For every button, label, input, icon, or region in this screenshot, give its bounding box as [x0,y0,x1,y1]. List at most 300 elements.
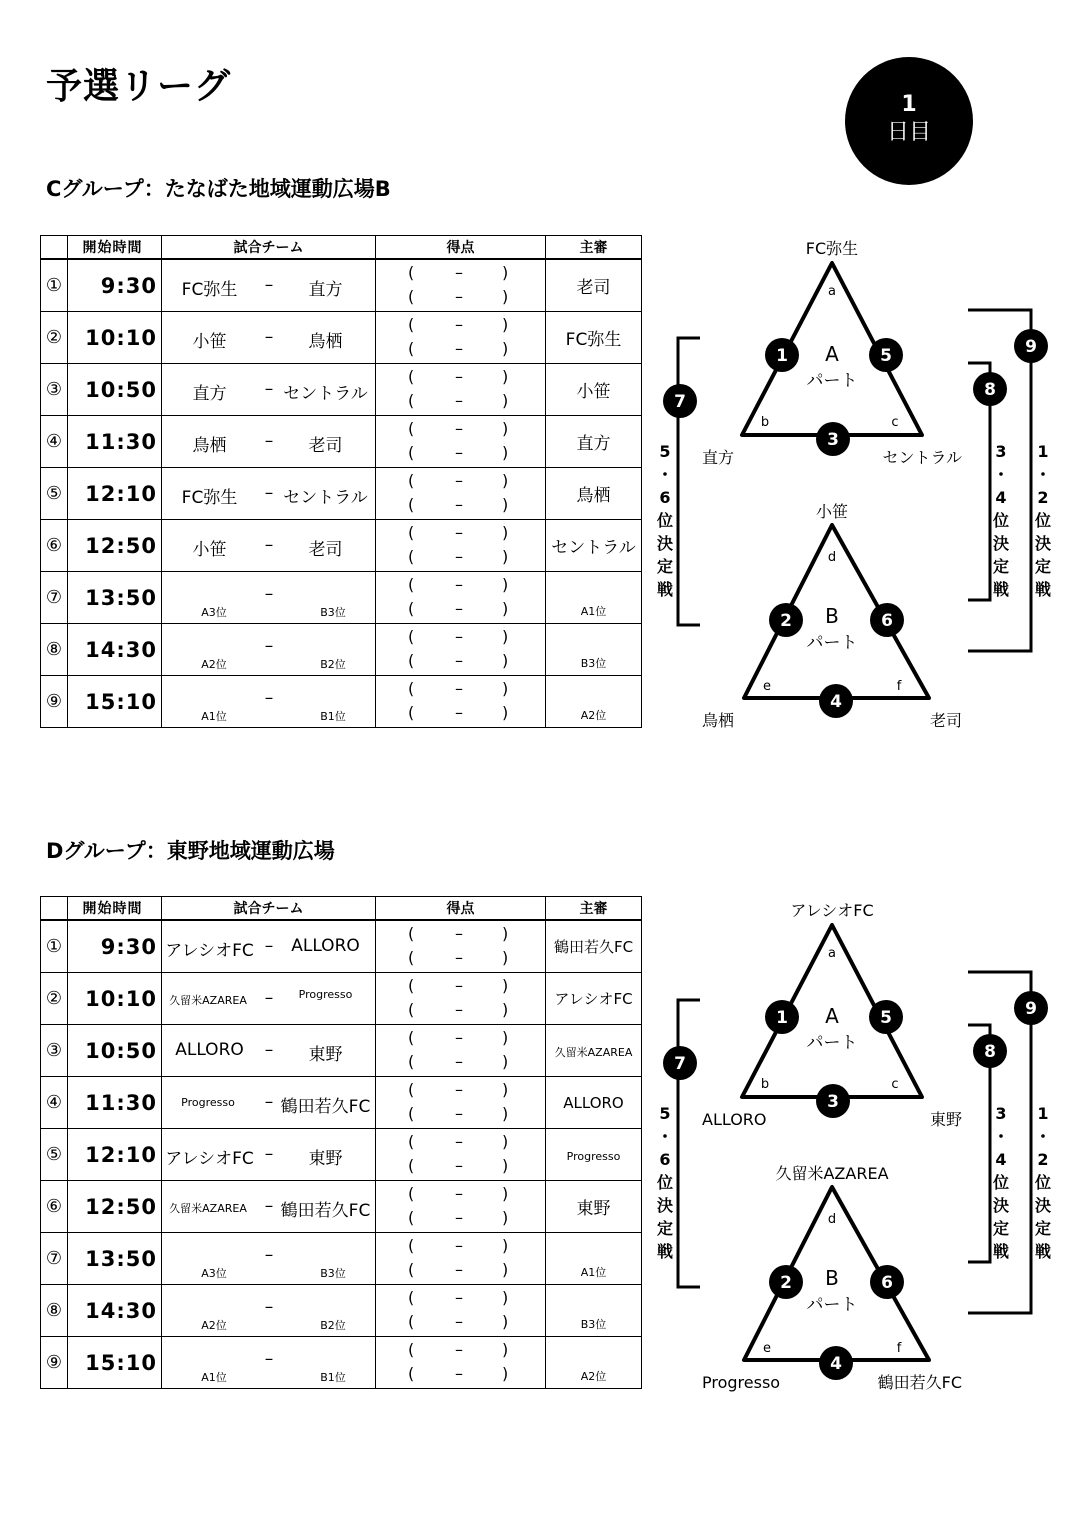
referee-cell [546,624,642,676]
vs-dash: – [264,636,274,656]
score-close-paren: ) [502,443,509,462]
match-row [41,364,642,416]
part-b-left-team: Progresso [702,1373,781,1392]
score-cell [376,520,546,572]
match-row [41,520,642,572]
referee-placeholder: A2位 [580,708,607,722]
score-cell [376,1337,546,1389]
team1-placeholder: A1位 [201,710,227,723]
score-line [376,339,545,359]
score-dash: – [455,1104,463,1123]
score-open-paren: ( [408,924,415,943]
bracket-3-4-label: ・ [992,465,1010,484]
bracket-3-4-label: 位 [992,1173,1010,1192]
team1-name: Progresso [181,1096,235,1109]
vs-dash: – [264,327,274,347]
score-open-paren: ( [408,547,415,566]
score-cell [376,1025,546,1077]
day-badge [845,57,973,185]
score-line [376,651,545,671]
team2-name: 鶴田若久FC [280,1097,371,1117]
day-number: 1 [901,92,917,117]
referee-placeholder: A1位 [580,1265,607,1279]
score-dash: – [455,1080,463,1099]
bracket-5-6 [678,338,700,625]
bracket-1-2-label: 1 [1037,442,1049,461]
score-cell [376,364,546,416]
score-line [376,471,545,491]
score-cell [376,973,546,1025]
bracket-1-2-label: 位 [1034,1173,1052,1192]
score-close-paren: ) [502,1080,509,1099]
bracket-1-2-label: 決 [1034,534,1052,553]
vs-dash: – [264,1349,274,1369]
bracket-5-6-label: ・ [656,1127,674,1146]
bracket-3-4-label: 定 [992,557,1010,576]
score-close-paren: ) [502,1288,509,1307]
score-dash: – [455,924,463,943]
score-close-paren: ) [502,315,509,334]
part-b-left-team: 鳥栖 [702,711,735,730]
corner-c: c [891,415,899,430]
match-time: 15:10 [68,1337,162,1389]
referee-cell [546,1233,642,1285]
score-close-paren: ) [502,1052,509,1071]
team1-name: アレシオFC [165,1149,254,1169]
score-cell [376,1233,546,1285]
team2-placeholder: B2位 [320,1319,346,1332]
match-number-label: 6 [881,1273,893,1293]
bracket-5-6-label: 位 [656,511,674,530]
referee-name: 鶴田若久FC [553,938,634,956]
bracket-1-2-label: ・ [1034,1127,1052,1146]
match-row [41,676,642,728]
score-dash: – [455,523,463,542]
score-open-paren: ( [408,1312,415,1331]
match-teams [162,468,376,520]
referee-name: 小笹 [576,382,611,402]
score-dash: – [455,976,463,995]
bracket-5-6-label: 位 [656,1173,674,1192]
score-open-paren: ( [408,1184,415,1203]
team2-name: ALLORO [291,936,360,956]
team1-name: 久留米AZAREA [169,1202,247,1215]
score-line [376,976,545,996]
score-open-paren: ( [408,1260,415,1279]
header-referee: 主審 [546,897,642,921]
score-line [376,391,545,411]
corner-b: b [760,415,770,430]
score-close-paren: ) [502,1260,509,1279]
corner-b: b [760,1077,770,1092]
score-open-paren: ( [408,1132,415,1151]
score-dash: – [455,679,463,698]
referee-name: FC弥生 [565,330,622,350]
part-b-letter: B [825,1266,839,1290]
score-cell [376,468,546,520]
score-cell [376,676,546,728]
vs-dash: – [264,1245,274,1265]
score-close-paren: ) [502,547,509,566]
score-close-paren: ) [502,924,509,943]
match-row [41,1077,642,1129]
bracket-3-4-label: 戦 [992,1242,1010,1261]
score-open-paren: ( [408,651,415,670]
referee-name: 老司 [576,278,611,298]
vs-dash: – [264,936,274,956]
match-row [41,1337,642,1389]
score-open-paren: ( [408,471,415,490]
header-score: 得点 [376,897,546,921]
bracket-5-6 [678,1000,700,1287]
part-a-right-team: 東野 [929,1110,962,1129]
corner-e: e [763,679,771,694]
header-teams: 試合チーム [162,236,376,260]
referee-cell [546,1285,642,1337]
match-time: 14:30 [68,1285,162,1337]
match-teams [162,624,376,676]
score-line [376,575,545,595]
group-d-title: Dグループ：東野地域運動広場 [46,839,335,863]
match-number: ⑤ [41,1129,68,1181]
score-open-paren: ( [408,703,415,722]
match-number-label: 2 [780,1273,792,1293]
score-close-paren: ) [502,1312,509,1331]
match-row [41,1129,642,1181]
score-open-paren: ( [408,523,415,542]
bracket-1-2-label: ・ [1034,465,1052,484]
match-number: ① [41,920,68,973]
part-a-left-team: 直方 [702,448,735,467]
match-number-label: 9 [1025,999,1037,1019]
score-dash: – [455,1000,463,1019]
corner-a: a [828,946,836,961]
score-close-paren: ) [502,523,509,542]
match-number-label: 8 [984,380,996,400]
part-a-right-team: セントラル [882,448,962,467]
match-teams [162,920,376,973]
referee-name: 直方 [576,434,611,454]
score-line [376,443,545,463]
score-line [376,1236,545,1256]
score-close-paren: ) [502,1000,509,1019]
vs-dash: – [264,688,274,708]
score-close-paren: ) [502,1156,509,1175]
score-close-paren: ) [502,1340,509,1359]
referee-name: Progresso [566,1149,621,1163]
match-number: ⑥ [41,1181,68,1233]
score-dash: – [455,1364,463,1383]
referee-placeholder: A2位 [580,1369,607,1383]
score-dash: – [455,703,463,722]
match-row [41,920,642,973]
team2-name: 鶴田若久FC [280,1201,371,1221]
match-teams [162,973,376,1025]
bracket-5-6-label: 決 [656,1196,674,1215]
score-dash: – [455,599,463,618]
team2-name: 老司 [308,436,343,456]
score-line [376,547,545,567]
team2-name: 東野 [308,1149,343,1169]
referee-cell [546,364,642,416]
match-number: ⑨ [41,1337,68,1389]
bracket-1-2-label: 定 [1034,557,1052,576]
match-row [41,572,642,624]
score-line [376,924,545,944]
part-b-right-team: 老司 [929,711,962,730]
score-close-paren: ) [502,575,509,594]
match-row [41,259,642,312]
score-close-paren: ) [502,627,509,646]
match-teams [162,1285,376,1337]
score-close-paren: ) [502,651,509,670]
match-time: 10:50 [68,364,162,416]
bracket-1-2-label: 定 [1034,1219,1052,1238]
match-time: 11:30 [68,1077,162,1129]
score-open-paren: ( [408,391,415,410]
score-cell [376,920,546,973]
team1-placeholder: A1位 [201,1371,227,1384]
part-b-right-team: 鶴田若久FC [877,1373,962,1392]
match-time: 11:30 [68,416,162,468]
match-number: ③ [41,364,68,416]
score-dash: – [455,391,463,410]
part-a-letter: A [825,1004,839,1028]
bracket-1-2-label: 2 [1037,488,1049,507]
score-close-paren: ) [502,495,509,514]
referee-cell [546,1129,642,1181]
score-open-paren: ( [408,315,415,334]
bracket-1-2-label: 1 [1037,1104,1049,1123]
match-number-label: 7 [674,1054,686,1074]
part-a-letter: A [825,342,839,366]
match-number-label: 2 [780,611,792,631]
score-close-paren: ) [502,976,509,995]
bracket-3-4-label: 3 [995,1104,1007,1123]
vs-dash: – [264,1092,274,1112]
match-row [41,973,642,1025]
score-close-paren: ) [502,471,509,490]
group-d-bracket-diagram [640,897,1086,1417]
score-line [376,263,545,283]
team2-name: 東野 [308,1045,343,1065]
match-number: ⑥ [41,520,68,572]
match-number: ④ [41,1077,68,1129]
match-number: ⑤ [41,468,68,520]
score-dash: – [455,1236,463,1255]
bracket-1-2-label: 決 [1034,1196,1052,1215]
score-open-paren: ( [408,367,415,386]
team1-name: 鳥栖 [192,436,227,456]
match-row [41,1285,642,1337]
match-number-label: 1 [776,1008,788,1028]
score-dash: – [455,339,463,358]
score-line [376,599,545,619]
part-b-top-team: 小笹 [815,502,849,521]
team2-placeholder: B3位 [320,1267,346,1280]
team2-name: Progresso [298,988,353,1001]
referee-cell [546,416,642,468]
vs-dash: – [264,379,274,399]
referee-placeholder: B3位 [580,1317,607,1331]
header-row [41,236,642,260]
match-time: 12:10 [68,468,162,520]
score-line [376,1080,545,1100]
score-line [376,1000,545,1020]
score-line [376,679,545,699]
vs-dash: – [264,1040,274,1060]
match-row [41,416,642,468]
match-teams [162,1337,376,1389]
bracket-1-2-label: 戦 [1034,580,1052,599]
team1-placeholder: A3位 [201,606,227,619]
match-row [41,1181,642,1233]
match-time: 9:30 [68,920,162,973]
team2-name: 鳥栖 [308,332,343,352]
match-number-label: 3 [827,1092,839,1112]
score-line [376,1028,545,1048]
score-dash: – [455,1132,463,1151]
vs-dash: – [264,1297,274,1317]
referee-name: セントラル [551,538,636,558]
referee-cell [546,572,642,624]
header-no [41,236,68,260]
match-number: ⑦ [41,572,68,624]
referee-placeholder: A1位 [580,604,607,618]
team1-name: 小笹 [192,332,227,352]
vs-dash: – [264,275,274,295]
group-c-bracket-diagram [640,235,1086,755]
score-close-paren: ) [502,263,509,282]
part-b-label: パート [806,633,858,653]
referee-cell [546,520,642,572]
score-close-paren: ) [502,1104,509,1123]
score-line [376,1156,545,1176]
score-open-paren: ( [408,1156,415,1175]
score-dash: – [455,547,463,566]
bracket-3-4-label: 決 [992,1196,1010,1215]
bracket-1-2-label: 戦 [1034,1242,1052,1261]
score-dash: – [455,948,463,967]
score-line [376,1132,545,1152]
referee-name: アレシオFC [554,990,633,1008]
match-time: 15:10 [68,676,162,728]
team2-placeholder: B3位 [320,606,346,619]
corner-c: c [891,1077,899,1092]
score-close-paren: ) [502,1028,509,1047]
part-b-label: パート [806,1295,858,1315]
score-open-paren: ( [408,948,415,967]
score-line [376,419,545,439]
team1-name: FC弥生 [181,280,238,300]
score-cell [376,312,546,364]
match-row [41,1233,642,1285]
score-cell [376,1077,546,1129]
score-open-paren: ( [408,599,415,618]
score-dash: – [455,263,463,282]
match-teams [162,416,376,468]
bracket-5-6-label: 定 [656,557,674,576]
header-score: 得点 [376,236,546,260]
bracket-3-4-label: 4 [995,488,1007,507]
group-c-schedule-table [40,235,642,728]
match-number: ② [41,312,68,364]
match-number: ② [41,973,68,1025]
bracket-3-4-label: 定 [992,1219,1010,1238]
vs-dash: – [264,1144,274,1164]
score-close-paren: ) [502,287,509,306]
match-row [41,1025,642,1077]
score-open-paren: ( [408,339,415,358]
score-close-paren: ) [502,419,509,438]
score-cell [376,259,546,312]
bracket-5-6-label: 6 [659,488,671,507]
referee-cell [546,676,642,728]
score-line [376,1340,545,1360]
match-number-label: 9 [1025,337,1037,357]
header-row [41,897,642,921]
match-teams [162,312,376,364]
score-close-paren: ) [502,1208,509,1227]
score-dash: – [455,367,463,386]
score-close-paren: ) [502,1132,509,1151]
team2-placeholder: B2位 [320,658,346,671]
score-line [376,703,545,723]
referee-cell [546,1077,642,1129]
score-close-paren: ) [502,1184,509,1203]
page-title: 予選リーグ [46,66,232,107]
match-number-label: 6 [881,611,893,631]
team1-placeholder: A3位 [201,1267,227,1280]
score-dash: – [455,1260,463,1279]
score-open-paren: ( [408,1052,415,1071]
team2-placeholder: B1位 [320,710,346,723]
team2-name: 老司 [308,540,343,560]
part-a-label: パート [806,1033,858,1053]
corner-d: d [827,550,837,565]
match-number: ⑧ [41,624,68,676]
score-dash: – [455,315,463,334]
score-line [376,948,545,968]
part-a-top-team: アレシオFC [790,901,874,920]
score-dash: – [455,1028,463,1047]
bracket-5-6-label: 5 [659,442,671,461]
team1-placeholder: A2位 [201,658,227,671]
score-open-paren: ( [408,1236,415,1255]
bracket-5-6-label: 戦 [656,1242,674,1261]
score-cell [376,572,546,624]
day-label: 日目 [886,120,931,145]
score-line [376,1364,545,1384]
team1-placeholder: A2位 [201,1319,227,1332]
header-no [41,897,68,921]
score-line [376,1312,545,1332]
score-open-paren: ( [408,976,415,995]
score-close-paren: ) [502,948,509,967]
score-dash: – [455,443,463,462]
score-open-paren: ( [408,287,415,306]
score-close-paren: ) [502,599,509,618]
team2-name: セントラル [283,384,368,404]
score-line [376,1184,545,1204]
match-teams [162,1077,376,1129]
match-number-label: 4 [830,692,842,712]
score-line [376,1260,545,1280]
score-line [376,1208,545,1228]
bracket-5-6-label: 5 [659,1104,671,1123]
score-line [376,287,545,307]
vs-dash: – [264,535,274,555]
